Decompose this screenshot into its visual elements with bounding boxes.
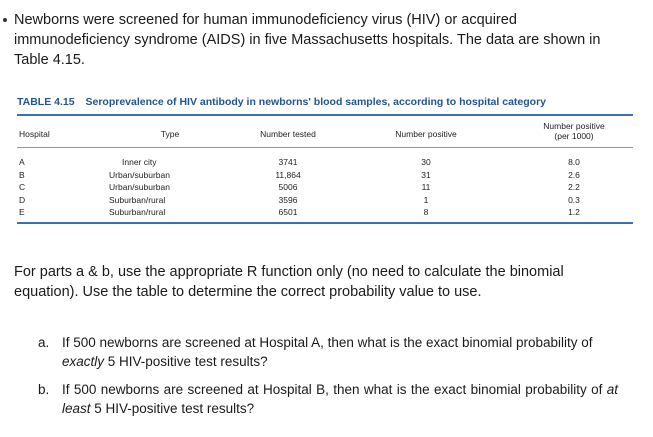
cell-hospital: E [19,207,25,218]
header-per-1000-line1: Number positive [543,121,605,131]
cell-hospital: A [19,157,25,167]
cell-per-1000: 1.2 [568,207,580,218]
cell-positive: 11 [421,182,431,193]
header-hospital: Hospital [19,129,50,139]
header-tested: Number tested [260,129,316,139]
table-caption [17,96,633,114]
cell-type: Inner city [122,157,157,167]
cell-positive: 8 [423,207,429,218]
header-per-1000-line2: (per 1000) [554,131,594,141]
cell-positive: 1 [423,194,429,205]
part-a-text-end: 5 HIV-positive test results? [104,354,268,369]
table-bottom-rule [17,222,633,224]
question-part-a [38,333,618,371]
part-a-label: a. [38,335,50,350]
cell-positive: 30 [421,157,431,167]
cell-tested: 3741 [278,157,298,167]
cell-hospital: B [19,169,25,180]
cell-positive: 31 [421,169,431,180]
question-part-b [38,380,618,418]
part-b-text-start: If 500 newborns are screened at Hospital B, then what is the exact binomial probability of [62,382,607,397]
part-a-text [62,333,618,371]
cell-type: Urban/suburban [109,182,170,193]
cell-per-1000: 0.3 [568,194,580,205]
cell-type: Urban/suburban [109,169,170,180]
table-title: Seroprevalence of HIV antibody in newborns' blood samples, according to hospital category [85,96,547,108]
part-b-text-end: 5 HIV-positive test results? [90,401,255,416]
part-a-emphasis: exactly [62,354,105,369]
part-a-text-start: If 500 newborns are screened at Hospital A, then what is the exact binomial probability of [62,335,593,350]
cell-type: Suburban/rural [109,207,166,218]
part-b-label: b. [38,382,50,397]
table-header-row [17,116,633,147]
cell-hospital: D [19,194,26,205]
cell-type: Suburban/rural [109,194,166,205]
bullet-marker [3,18,7,22]
table-body [17,148,633,222]
cell-tested: 3596 [278,194,298,205]
data-table [17,96,633,224]
cell-per-1000: 8.0 [568,157,580,167]
cell-hospital: C [19,182,26,193]
header-type: Type [160,129,180,139]
cell-tested: 6501 [278,207,298,218]
header-positive: Number positive [395,129,457,139]
cell-tested: 5006 [278,182,298,193]
part-b-emphasis: at least [62,382,618,416]
cell-per-1000: 2.6 [568,169,580,180]
part-b-text [62,380,618,418]
instructions-paragraph: For parts a & b, use the appropriate R function only (no need to calculate the binomial equation). Use the table to determine the correct probability value to use. [14,264,564,300]
cell-per-1000: 2.2 [568,182,580,193]
cell-tested: 11,864 [275,169,301,180]
table-number: TABLE 4.15 [17,96,75,108]
intro-paragraph: Newborns were screened for human immunodeficiency virus (HIV) or acquired immunodeficiency syndrome (AIDS) in five Massachusetts hospitals. The data are shown in Table 4.15. [14,12,601,68]
